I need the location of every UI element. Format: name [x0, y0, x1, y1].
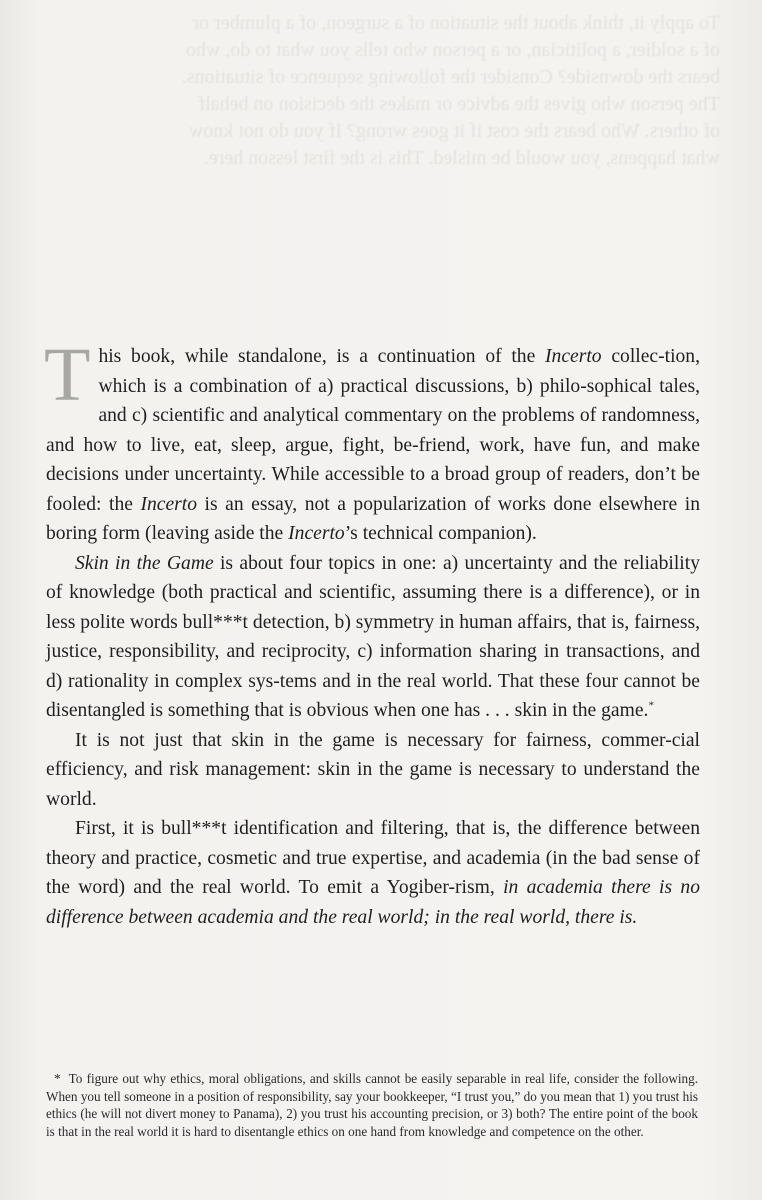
show-through-line: bears the downside? Consider the following sequence of situations. [181, 66, 720, 88]
book-title-italic: Incerto [288, 523, 345, 544]
show-through-line: what happens, you would be misled. This is the first lesson here. [203, 147, 720, 169]
book-title-italic: Skin in the Game [75, 552, 214, 574]
footnote-mark: * [54, 1071, 61, 1086]
show-through-line: of a soldier, a politician, or a person who tells you what to do, who [185, 39, 720, 61]
book-title-italic: Incerto [545, 346, 602, 367]
paragraph-3: It is not just that skin in the game is necessary for fairness, commer-cial efficiency, and risk management: skin in the game is necessary to understand the world. [46, 729, 700, 810]
footnote-reference: * [648, 699, 654, 712]
paragraph-2 [46, 549, 700, 726]
text-run: collec-tion, which is a combination of a) practical discussions, b) philo-sophical tales, and c) scientific and analytical commentary on the problems of randomness, and how to live, eat, sleep, argue, fight, be-friend, work, have fun, and make decisions under uncertainty. While accessible to a broad group of readers, don’t be fooled: the [46, 346, 701, 515]
book-title-italic: Incerto [140, 493, 198, 515]
text-run: is about four topics in one: a) uncertainty and the reliability of knowledge (both practical and scientific, assuming there is a difference), or in less polite words bull***t detection, b) symmetry in human affairs, that is, fairness, justice, responsibility, and reciprocity, c) information sharing in transactions, and d) rationality in complex sys-tems and in the real world. That these four cannot be disentangled is something that is obvious when one has . . . skin in the game. [46, 552, 700, 721]
paragraph-1 [44, 333, 701, 549]
text-run: his book, while standalone, is a continuation of the [98, 346, 546, 367]
main-text [44, 333, 701, 932]
paragraph-4 [46, 814, 700, 932]
footnote-text: To figure out why ethics, moral obligations, and skills cannot be easily separable in real life, consider the following. When you tell someone in a position of responsibility, say your bookkeeper, “I trust you,” do you mean that 1) you trust his ethics (he will not divert money to Panama), 2) you trust his accounting precision, or 3) both? The entire point of the book is that in the real world it is hard to disentangle ethics on one hand from knowledge and competence on the other. [46, 1071, 698, 1139]
show-through-line: of others. Who bears the cost if it goes wrong? If you do not know [188, 120, 720, 142]
text-run: First, it is bull***t identification and filtering, that is, the difference between theory and practice, cosmetic and true expertise, and academia (in the bad sense of the word) and the real world. To emit a Yogiber-rism, [46, 818, 700, 898]
text-run: is an essay, not a popularization of works done elsewhere in boring form (leaving aside the [46, 493, 700, 544]
italic-quote: in academia there is no difference between academia and the real world; in the real world, there is. [46, 877, 700, 928]
text-run: ’s technical companion). [344, 523, 537, 544]
show-through-line: The person who gives the advice or makes the decision on behalf [198, 93, 720, 115]
reverse-page-show-through [70, 10, 720, 330]
drop-cap: T [44, 333, 91, 417]
footnote [46, 1070, 698, 1140]
show-through-line: To apply it, think about the situation of a surgeon, of a plumber or [192, 12, 720, 34]
